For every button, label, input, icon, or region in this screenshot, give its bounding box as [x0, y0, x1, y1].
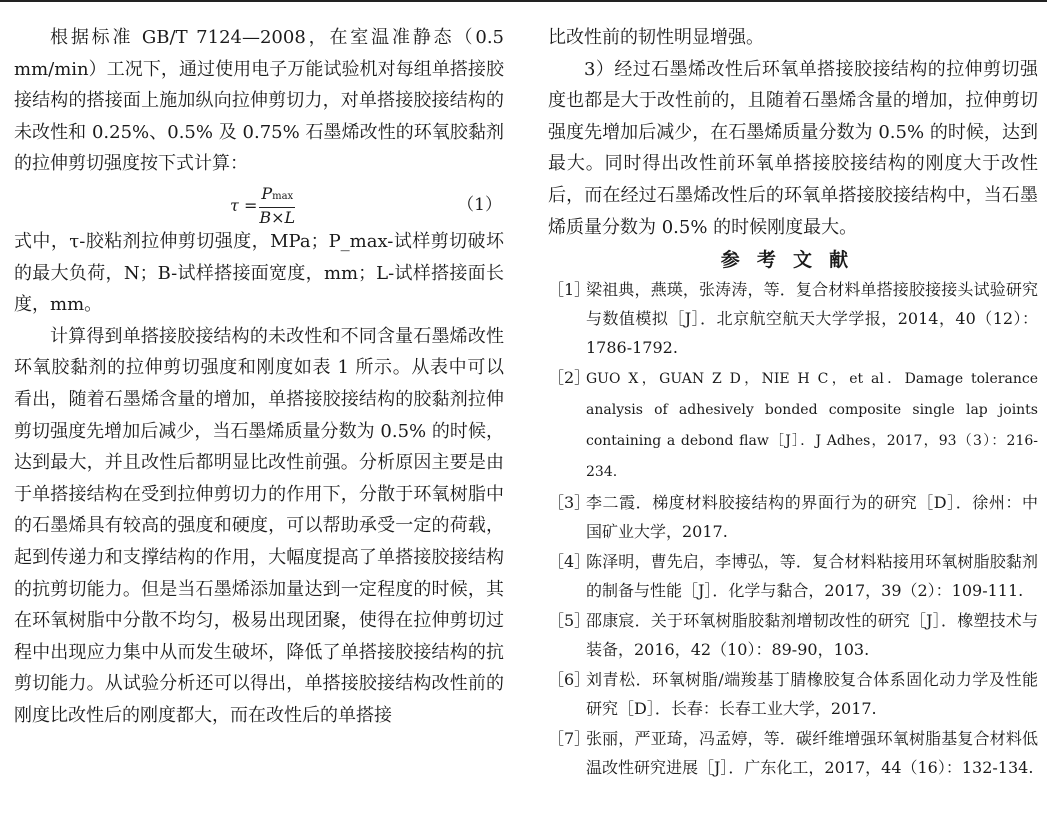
- paragraph-continued: 比改性前的韧性明显增强。: [548, 27, 764, 48]
- reference-item: ［4］ 陈泽明，曹先启，李博弘，等．复合材料粘接用环氧树脂胶黏剂的制备与性能［J］．化学与黏合，2017，39（2）：109-111.: [548, 552, 1038, 601]
- reference-item: ［6］ 刘青松．环氧树脂/端羧基丁腈橡胶复合体系固化动力学及性能研究［D］．长春：长春工业大学，2017.: [548, 670, 1038, 719]
- reference-item: ［2］ GUO X，GUAN Z D，NIE H C，et al．Damage tolerance analysis of adhesively bonded composite single lap joints containing a debond flaw［J］．J Adhes，2017，93（3）：216-234.: [548, 368, 1038, 481]
- equation-fraction: [259, 184, 295, 228]
- right-column: [548, 22, 1038, 783]
- equation-1: [14, 180, 504, 226]
- paragraph-symbol-definitions: 式中，τ-胶粘剂拉伸剪切强度，MPa；P_max-试样剪切破坏的最大负荷，N；B-试样搭接面宽度，mm；L-试样搭接面长度，mm。: [14, 230, 504, 316]
- left-column: [14, 22, 504, 731]
- equation-numerator: P: [261, 183, 273, 203]
- reference-item: ［1］ 梁祖典，燕瑛，张涛涛，等．复合材料单搭接胶接接头试验研究与数值模拟［J］．北京航空航天大学学报，2014，40（12）：1786-1792.: [548, 280, 1038, 358]
- references-heading: 参考文献: [720, 249, 866, 272]
- top-rule: [0, 0, 1047, 2]
- equation-number: （1）: [457, 194, 502, 215]
- equation-numerator-sub: max: [272, 190, 294, 202]
- reference-list: [548, 275, 1038, 782]
- equation-denominator: B×L: [259, 207, 296, 227]
- equation-lhs: τ =: [230, 196, 258, 216]
- reference-item: ［3］ 李二霞．梯度材料胶接结构的界面行为的研究［D］．徐州：中国矿业大学，2017.: [548, 493, 1038, 542]
- reference-item: ［7］ 张丽，严亚琦，冯孟婷，等．碳纤维增强环氧树脂基复合材料低温改性研究进展［J］．广东化工，2017，44（16）：132-134.: [548, 729, 1038, 778]
- paragraph-test-method: 根据标准 GB/T 7124—2008，在室温准静态（0.5 mm/min）工况下，通过使用电子万能试验机对每组单搭接胶接结构的搭接面上施加纵向拉伸剪切力，对单搭接胶接结构的未改性和 0.25%、0.5% 及 0.75% 石墨烯改性的环氧胶黏剂的拉伸剪切强度按下式计算：: [14, 27, 504, 175]
- paragraph-conclusion-3: 3）经过石墨烯改性后环氧单搭接胶接结构的拉伸剪切强度也都是大于改性前的，且随着石墨烯含量的增加，拉伸剪切强度先增加后减少，在石墨烯质量分数为 0.5% 的时候，达到最大。同时得出改性前环氧单搭接胶接结构的刚度大于改性后，而在经过石墨烯改性后的环氧单搭接胶接结构中，当石墨烯质量分数为 0.5% 的时候刚度最大。: [548, 58, 1038, 238]
- reference-item: ［5］ 邵康宸．关于环氧树脂胶黏剂增韧改性的研究［J］．橡塑技术与装备，2016，42（10）：89-90，103.: [548, 611, 1038, 660]
- paragraph-results-analysis: 计算得到单搭接胶接结构的未改性和不同含量石墨烯改性环氧胶黏剂的拉伸剪切强度和刚度如表 1 所示。从表中可以看出，随着石墨烯含量的增加，单搭接胶接结构的胶黏剂拉伸剪切强度先增加后减少，当石墨烯质量分数为 0.5% 的时候，达到最大，并且改性后都明显比改性前强。分析原因主要是由于单搭接结构在受到拉伸剪切力的作用下，分散于环氧树脂中的石墨烯具有较高的强度和硬度，可以帮助承受一定的荷载，起到传递力和支撑结构的作用，大幅度提高了单搭接胶接结构的抗剪切能力。但是当石墨烯添加量达到一定程度的时候，其在环氧树脂中分散不均匀，极易出现团聚，使得在拉伸剪切过程中出现应力集中从而发生破坏，降低了单搭接胶接结构的抗剪切能力。从试验分析还可以得出，单搭接胶接结构改性前的刚度比改性后的刚度都大，而在改性后的单搭接: [14, 325, 504, 726]
